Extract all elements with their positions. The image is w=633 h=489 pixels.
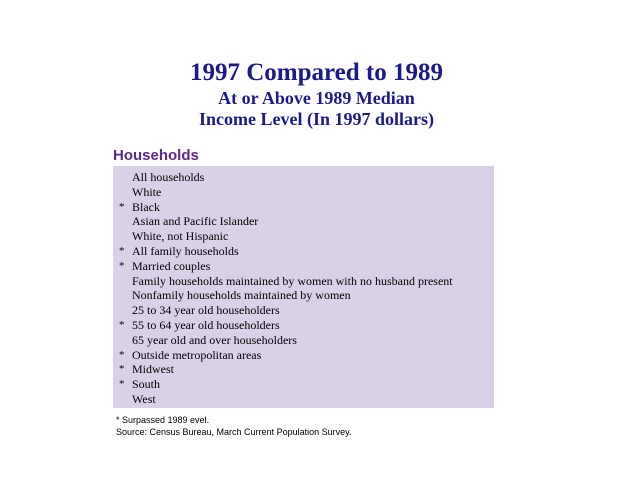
- list-item: [113, 348, 494, 363]
- footnotes: [116, 414, 351, 438]
- surpassed-marker: *: [119, 200, 125, 213]
- list-item: [113, 288, 494, 303]
- list-item: [113, 274, 494, 289]
- page-subtitle-line-1: At or Above 1989 Median: [218, 88, 415, 108]
- household-list: [113, 166, 494, 408]
- list-item: [113, 185, 494, 200]
- page-title: 1997 Compared to 1989: [189, 59, 443, 86]
- surpassed-marker: *: [119, 348, 125, 361]
- list-item-label: 25 to 34 year old householders: [132, 303, 280, 318]
- list-item-label: Married couples: [132, 258, 211, 273]
- list-item: [113, 214, 494, 229]
- list-item: [113, 318, 494, 333]
- list-item: [113, 392, 494, 407]
- surpassed-marker: *: [119, 244, 125, 257]
- list-item: [113, 362, 494, 377]
- list-item: [113, 333, 494, 348]
- list-item-label: Outside metropolitan areas: [132, 347, 262, 362]
- surpassed-marker: *: [119, 378, 125, 391]
- list-item-label: White, not Hispanic: [132, 229, 229, 244]
- list-item: [113, 170, 494, 185]
- surpassed-marker: *: [119, 318, 125, 331]
- list-item-label: Nonfamily households maintained by women: [132, 288, 351, 303]
- page-subtitle-line-2: Income Level (In 1997 dollars): [199, 109, 434, 129]
- list-item-label: South: [132, 377, 161, 392]
- surpassed-marker: *: [119, 363, 125, 376]
- list-item: [113, 377, 494, 392]
- list-item-label: 55 to 64 year old householders: [132, 317, 280, 332]
- list-item: [113, 259, 494, 274]
- list-item-label: White: [132, 184, 162, 199]
- footnote-surpassed: * Surpassed 1989 evel.: [116, 415, 210, 425]
- list-item-label: Black: [132, 199, 160, 214]
- list-item-label: All households: [132, 170, 205, 184]
- list-item-label: Asian and Pacific Islander: [132, 214, 259, 229]
- footnote-source: Source: Census Bureau, March Current Population Survey.: [116, 427, 352, 437]
- section-heading: Households: [113, 147, 199, 164]
- list-item: [113, 229, 494, 244]
- list-item-label: West: [132, 391, 156, 406]
- surpassed-marker: *: [119, 259, 125, 272]
- list-item-label: All family households: [132, 243, 239, 258]
- list-item-label: Midwest: [132, 362, 174, 377]
- list-item-label: 65 year old and over householders: [132, 332, 297, 347]
- list-item-label: Family households maintained by women with no husband present: [132, 273, 453, 288]
- title-block: [0, 58, 633, 130]
- list-item: [113, 303, 494, 318]
- list-item: [113, 200, 494, 215]
- list-item: [113, 244, 494, 259]
